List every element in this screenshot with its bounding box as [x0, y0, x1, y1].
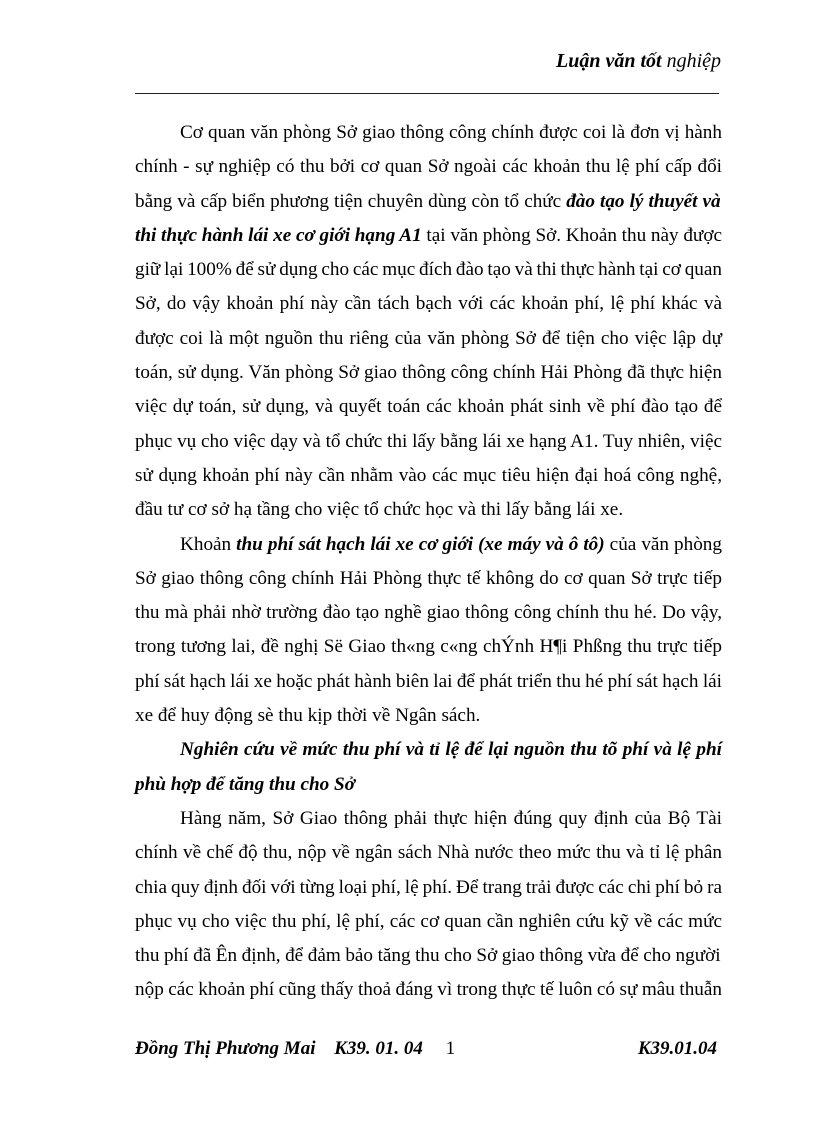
footer-class-code: K39. 01. 04 [334, 1038, 423, 1059]
header-title-bold: Luận văn tốt [555, 50, 662, 72]
text-run: phục vụ cho việc dạy và tổ chức thi lấy bằng lái xe hạng A1. Tuy nhiên, việc [135, 430, 722, 452]
text-line [135, 528, 722, 562]
footer-author: Đồng Thị Phương Mai [135, 1038, 316, 1059]
text-run: Sở, do vậy khoản phí này cần tách bạch với các khoản phí, lệ phí khác và [135, 293, 722, 315]
text-run: toán, sử dụng. Văn phòng Sở giao thông công chính Hải Phòng đã thực hiện [135, 362, 722, 384]
text-run: bằng và cấp biển phương tiện chuyên dùng còn tổ chức [135, 190, 567, 212]
text-line [135, 596, 722, 630]
text-run: thu phí đã Ên định, để đảm bảo tăng thu cho Sở giao thông vừa để cho người [135, 945, 721, 967]
text-run: được coi là một nguồn thu riêng của văn phòng Sở để tiện cho việc lập dự [135, 327, 722, 349]
text-line-content [135, 939, 721, 973]
text-line-content [135, 253, 722, 287]
text-run: của văn phòng [604, 533, 722, 555]
text-run: chính về chế độ thu, nộp về ngân sách Nhà nước theo mức thu và tỉ lệ phân [135, 842, 722, 864]
text-line-content [180, 116, 722, 150]
text-run: trong tương lai, đề nghị Së Giao th«ng c«ng chÝnh H¶i Phßng thu trực tiếp [135, 636, 722, 658]
text-line-content [135, 287, 722, 321]
text-run: phục vụ cho việc thu phí, lệ phí, các cơ quan cần nghiên cứu kỹ về các mức [135, 910, 722, 932]
emphasis-text: thi thực hành lái xe cơ giới hạng A1 [135, 224, 422, 246]
text-line [135, 287, 722, 321]
text-line [135, 356, 722, 390]
text-line-content [135, 596, 722, 630]
text-run: Sở giao thông công chính Hải Phòng thực tế không do cơ quan Sở trực tiếp [135, 567, 722, 589]
text-line-content [135, 768, 355, 802]
text-line [135, 905, 722, 939]
text-run: Khoản [180, 533, 237, 555]
text-line [135, 425, 722, 459]
text-line-content [135, 150, 722, 184]
text-run: nộp các khoản phí cũng thấy thoả đáng vì trong thực tế luôn có sự mâu thuẫn [135, 979, 722, 1001]
text-line [135, 219, 722, 253]
text-line [135, 390, 722, 424]
header-title-rest: nghiệp [661, 50, 721, 72]
text-line [135, 802, 722, 836]
text-run: xe để huy động sè thu kịp thời về Ngân sách. [135, 705, 481, 727]
document-body [135, 116, 722, 1008]
text-line-content [135, 665, 722, 699]
text-line-content [135, 322, 722, 356]
text-line [135, 630, 722, 664]
text-line [135, 116, 722, 150]
text-run: việc dự toán, sử dụng, và quyết toán các khoản phát sinh về phí đào tạo để [135, 396, 722, 418]
footer-right-code: K39.01.04 [637, 1038, 717, 1059]
text-run: đầu tư cơ sở hạ tầng cho việc tổ chức học và thi lấy bằng lái xe. [135, 499, 624, 521]
text-run: Cơ quan văn phòng Sở giao thông công chính được coi là đơn vị hành [180, 122, 722, 143]
text-line-content [135, 699, 480, 733]
text-line-content [135, 356, 722, 390]
text-line-content [135, 219, 722, 253]
text-run: Hàng năm, Sở Giao thông phải thực hiện đúng quy định của Bộ Tài [180, 807, 722, 829]
text-line-content [135, 562, 722, 596]
text-line [135, 768, 722, 802]
section-heading [135, 733, 722, 802]
text-run: sử dụng khoản phí này cần nhằm vào các mục tiêu hiện đại hoá công nghệ, [135, 464, 722, 486]
text-line [135, 322, 722, 356]
text-run: chia quy định đối với từng loại phí, lệ phí. Để trang trải được các chi phí bỏ ra [135, 876, 722, 898]
text-line [135, 699, 722, 733]
text-line-content [135, 973, 722, 1007]
text-line-content [135, 390, 722, 424]
text-line-content [135, 459, 722, 493]
text-run: tại văn phòng Sở. Khoản thu này được [421, 224, 722, 246]
text-line-content [135, 185, 721, 219]
text-run: phí sát hạch lái xe hoặc phát hành biên lai để phát triển thu hé phí sát hạch lái [135, 670, 722, 692]
text-line [135, 150, 722, 184]
text-line [135, 939, 722, 973]
page-number: 1 [445, 1038, 456, 1059]
text-line [135, 665, 722, 699]
paragraph [135, 116, 722, 528]
text-run: thu mà phải nhờ trường đào tạo nghề giao thông công chính thu hé. Do vậy, [135, 602, 722, 624]
text-line [135, 836, 722, 870]
text-line-content [135, 630, 722, 664]
text-run: giữ lại 100% để sử dụng cho các mục đích đào tạo và thi thực hành tại cơ quan [135, 259, 722, 281]
emphasis-text: phù hợp để tăng thu cho Sở [135, 773, 356, 795]
header-rule [135, 93, 719, 94]
text-line-content [135, 836, 722, 870]
text-run: chính - sự nghiệp có thu bởi cơ quan Sở ngoài các khoản thu lệ phí cấp đổi [135, 156, 722, 178]
emphasis-text: thu phí sát hạch lái xe cơ giới (xe máy và ô tô) [236, 533, 605, 555]
text-line-content [135, 905, 722, 939]
text-line-content [135, 425, 722, 459]
text-line [135, 253, 722, 287]
text-line [135, 459, 722, 493]
running-header [556, 50, 721, 73]
text-line [135, 493, 722, 527]
paragraph [135, 802, 722, 1008]
text-line [135, 733, 722, 767]
page-footer [135, 1038, 719, 1068]
paragraph [135, 528, 722, 734]
text-line [135, 871, 722, 905]
text-line [135, 562, 722, 596]
emphasis-text: Nghiên cứu về mức thu phí và tỉ lệ để lại nguồn thu tõ phí và lệ phí [180, 739, 722, 761]
text-line [135, 185, 722, 219]
text-line-content [180, 802, 722, 836]
text-line-content [180, 528, 722, 562]
text-line [135, 973, 722, 1007]
text-line-content [135, 871, 722, 905]
emphasis-text: đào tạo lý thuyết và [566, 190, 721, 212]
text-line-content [180, 733, 722, 767]
text-line-content [135, 493, 623, 527]
